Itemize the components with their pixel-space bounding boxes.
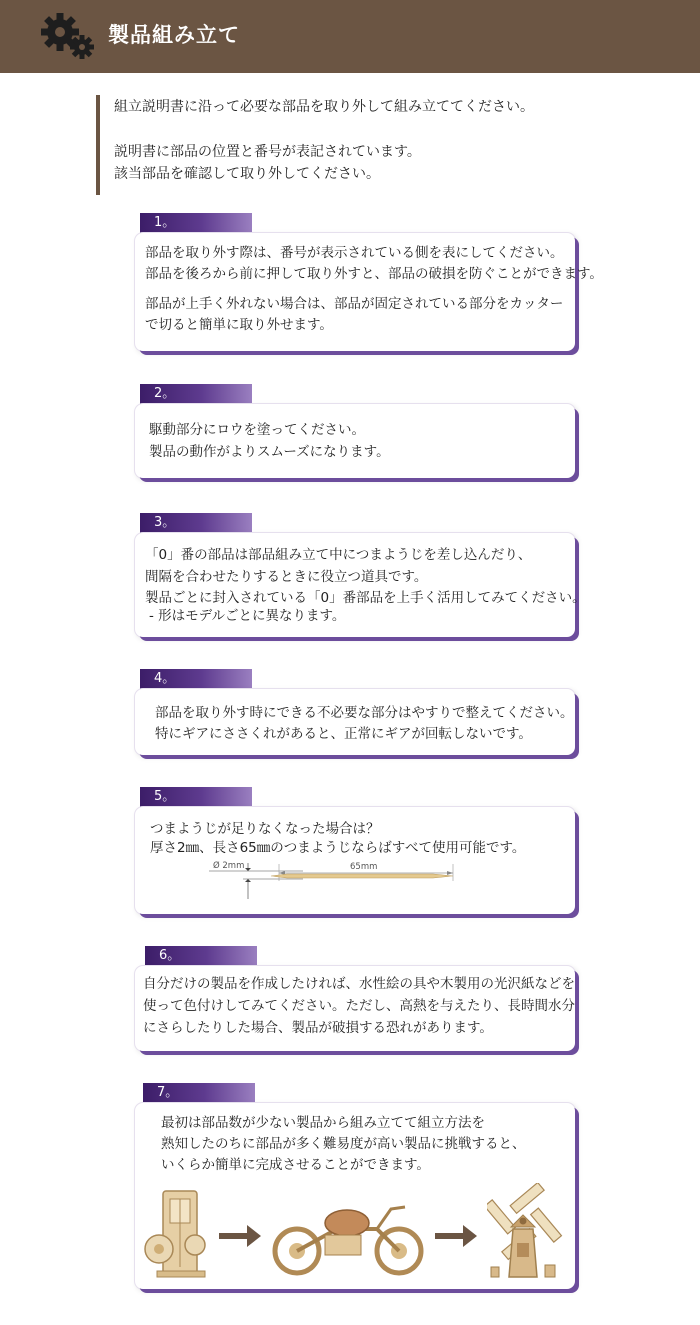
step-2-tab: 2。 xyxy=(140,384,252,404)
step-2-line: 駆動部分にロウを塗ってください。 xyxy=(149,422,365,438)
step-1-tab: 1。 xyxy=(140,213,252,233)
step-6-line: 使って色付けしてみてください。ただし、高熱を与えたり、長時間水分 xyxy=(143,998,575,1014)
step-7-line: いくらか簡単に完成させることができます。 xyxy=(161,1157,430,1173)
intro-line: 該当部品を確認して取り外してください。 xyxy=(114,166,380,182)
step-3-line: 間隔を合わせたりするときに役立つ道具です。 xyxy=(145,569,428,585)
step-3-tab: 3。 xyxy=(140,513,252,533)
step-7-card xyxy=(135,1103,575,1289)
step-6-card xyxy=(135,966,575,1051)
step-5-line: つまようじが足りなくなった場合は？ xyxy=(150,821,380,837)
step-4-line: 部品を取り外す時にできる不必要な部分はやすりで整えてください。 xyxy=(155,705,574,721)
step-5-tab: 5。 xyxy=(140,787,252,807)
step-5-card xyxy=(135,807,575,914)
step-3-card xyxy=(135,533,586,637)
intro-line: 説明書に部品の位置と番号が表記されています。 xyxy=(114,144,421,160)
step-3-line: 「0」番の部品は部品組み立て中につまようじを差し込んだり、 xyxy=(145,547,532,563)
diameter-label: Ø 2mm xyxy=(213,861,245,871)
step-6-line: にさらしたりした場合、製品が破損する恐れがあります。 xyxy=(143,1020,493,1036)
step-7-tab: 7。 xyxy=(143,1083,255,1103)
dynamometer-model-image xyxy=(143,1187,213,1279)
arrow-right-icon xyxy=(433,1221,479,1251)
length-label: 65mm xyxy=(350,862,378,872)
step-4-line: 特にギアにささくれがあると、正常にギアが回転しないです。 xyxy=(155,726,532,742)
intro-line: 組立説明書に沿って必要な部品を取り外して組み立ててください。 xyxy=(114,99,534,115)
arrow-right-icon xyxy=(217,1221,263,1251)
step-1-line: 部品を取り外す際は、番号が表示されている側を表にしてください。 xyxy=(145,245,564,261)
header-bar xyxy=(0,0,700,73)
step-3-line: 製品ごとに封入されている「0」番部品を上手く活用してみてください。 xyxy=(145,590,586,606)
step-2-line: 製品の動作がよりスムーズになります。 xyxy=(149,444,390,460)
step-5-line: 厚さ2㎜、長さ65㎜のつまようじならばすべて使用可能です。 xyxy=(150,840,526,856)
toothpick-diagram xyxy=(195,859,465,905)
step-1-line: で切ると簡単に取り外せます。 xyxy=(145,317,333,333)
step-6-line: 自分だけの製品を作成したければ、水性絵の具や木製用の光沢紙などを xyxy=(143,976,575,992)
step-7-line: 最初は部品数が少ない製品から組み立てて組立方法を xyxy=(161,1115,485,1131)
step-4-tab: 4。 xyxy=(140,669,252,689)
motorcycle-model-image xyxy=(267,1199,427,1279)
gears-icon xyxy=(38,10,96,62)
step-1-line: 部品が上手く外れない場合は、部品が固定されている部分をカッター xyxy=(145,296,564,312)
step-6-tab: 6。 xyxy=(145,946,257,966)
windmill-model-image xyxy=(487,1183,567,1283)
step-3-note: - 形はモデルごとに異なります。 xyxy=(149,608,346,624)
page-title: 製品組み立て xyxy=(108,23,240,47)
step-2-card xyxy=(135,404,575,478)
step-1-card xyxy=(135,233,603,351)
step-1-line: 部品を後ろから前に押して取り外すと、部品の破損を防ぐことができます。 xyxy=(145,266,603,282)
step-7-line: 熟知したのちに部品が多く難易度が高い製品に挑戦すると、 xyxy=(161,1136,526,1152)
step-4-card xyxy=(135,689,575,755)
intro-block xyxy=(96,95,600,195)
